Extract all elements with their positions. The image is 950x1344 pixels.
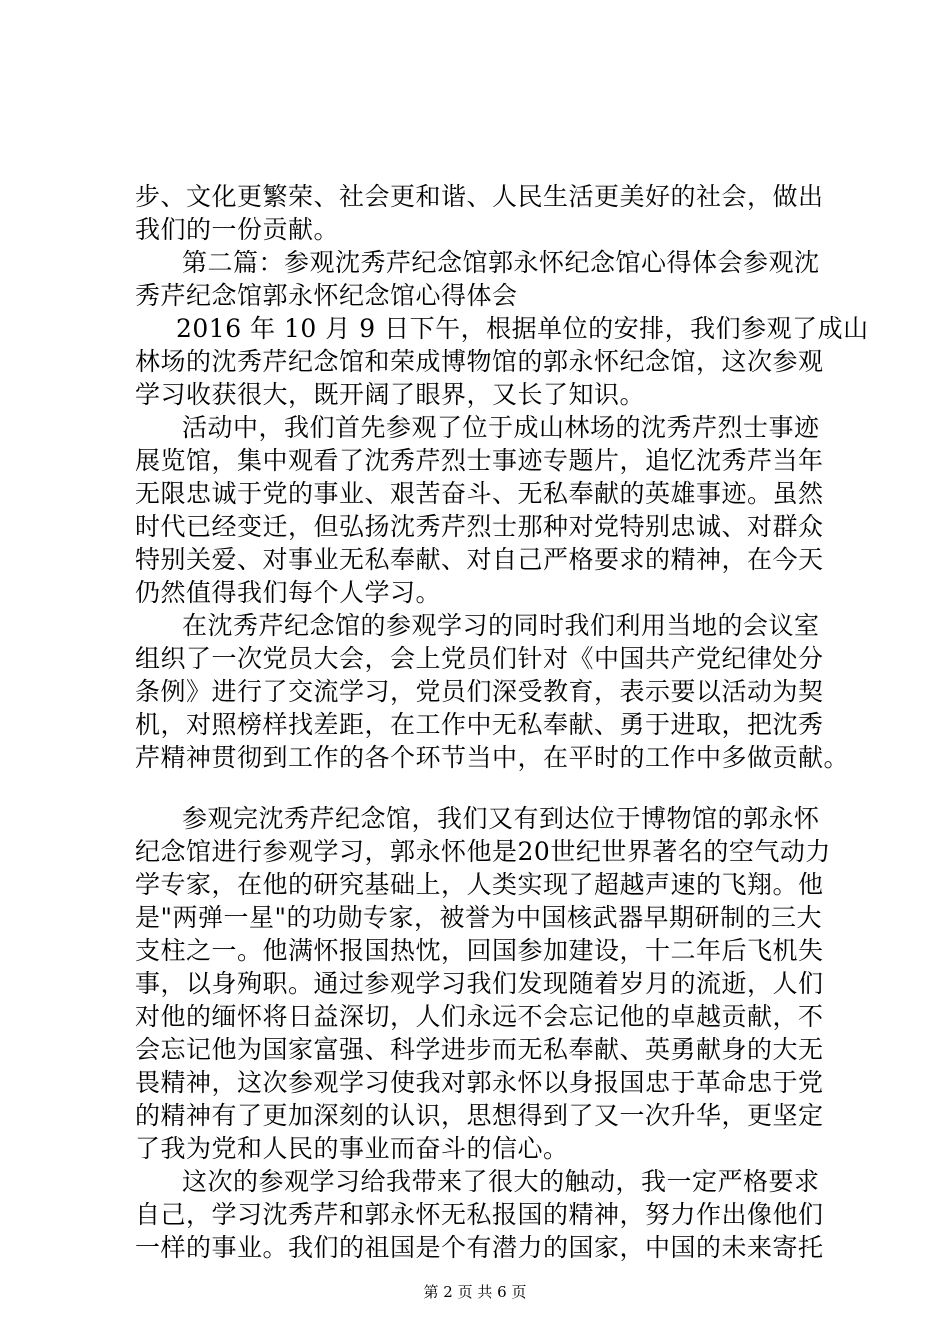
text-line: 展览馆，集中观看了沈秀芹烈士事迹专题片，追忆沈秀芹当年 (135, 446, 824, 475)
text-line: 特别关爱、对事业无私奉献、对自己严格要求的精神，在今天 (135, 545, 824, 574)
text-line: 仍然值得我们每个人学习。 (135, 578, 442, 607)
text-line: 时代已经变迁，但弘扬沈秀芹烈士那种对党特别忠诚、对群众 (135, 512, 824, 541)
section-heading: 秀芹纪念馆郭永怀纪念馆心得体会 (135, 281, 518, 310)
page-number-footer: 第 2 页 共 6 页 (423, 1283, 527, 1301)
text-line: 组织了一次党员大会，会上党员们针对《中国共产党纪律处分 (135, 644, 824, 673)
text-line: 参观完沈秀芹纪念馆，我们又有到达位于博物馆的郭永怀 (182, 804, 820, 833)
text-line: 一样的事业。我们的祖国是个有潜力的国家，中国的未来寄托 (135, 1233, 824, 1262)
section-heading: 第二篇：参观沈秀芹纪念馆郭永怀纪念馆心得体会参观沈 (182, 248, 820, 277)
text-line: 了我为党和人民的事业而奋斗的信心。 (135, 1134, 569, 1163)
text-line: 林场的沈秀芹纪念馆和荣成博物馆的郭永怀纪念馆，这次参观 (135, 347, 824, 376)
text-line: 会忘记他为国家富强、科学进步而无私奉献、英勇献身的大无 (135, 1035, 824, 1064)
text-line: 在沈秀芹纪念馆的参观学习的同时我们利用当地的会议室 (182, 611, 820, 640)
text-line: 支柱之一。他满怀报国热忱，回国参加建设，十二年后飞机失 (135, 936, 824, 965)
text-line: 学习收获很大，既开阔了眼界，又长了知识。 (135, 380, 646, 409)
text-line: 纪念馆进行参观学习，郭永怀他是20世纪世界著名的空气动力 (135, 837, 831, 866)
text-line: 自己，学习沈秀芹和郭永怀无私报国的精神，努力作出像他们 (135, 1200, 824, 1229)
text-line: 畏精神，这次参观学习使我对郭永怀以身报国忠于革命忠于党 (135, 1068, 824, 1097)
text-line: 是"两弹一星"的功勋专家，被誉为中国核武器早期研制的三大 (135, 903, 823, 932)
text-line: 这次的参观学习给我带来了很大的触动，我一定严格要求 (182, 1167, 820, 1196)
text-line: 我们的一份贡献。 (135, 215, 340, 244)
text-line: 的精神有了更加深刻的认识，思想得到了又一次升华，更坚定 (135, 1101, 824, 1130)
text-line: 2016 年 10 月 9 日下午，根据单位的安排，我们参观了成山 (176, 314, 869, 343)
text-line: 条例》进行了交流学习，党员们深受教育，表示要以活动为契 (135, 677, 824, 706)
text-line: 活动中，我们首先参观了位于成山林场的沈秀芹烈士事迹 (182, 413, 820, 442)
text-line: 无限忠诚于党的事业、艰苦奋斗、无私奉献的英雄事迹。虽然 (135, 479, 824, 508)
text-line: 对他的缅怀将日益深切，人们永远不会忘记他的卓越贡献，不 (135, 1002, 824, 1031)
text-line: 芹精神贯彻到工作的各个环节当中，在平时的工作中多做贡献。 (135, 743, 850, 772)
text-line: 事，以身殉职。通过参观学习我们发现随着岁月的流逝，人们 (135, 969, 824, 998)
text-line: 机，对照榜样找差距，在工作中无私奉献、勇于进取，把沈秀 (135, 710, 824, 739)
text-line: 步、文化更繁荣、社会更和谐、人民生活更美好的社会，做出 (135, 182, 824, 211)
text-line: 学专家，在他的研究基础上，人类实现了超越声速的飞翔。他 (135, 870, 824, 899)
